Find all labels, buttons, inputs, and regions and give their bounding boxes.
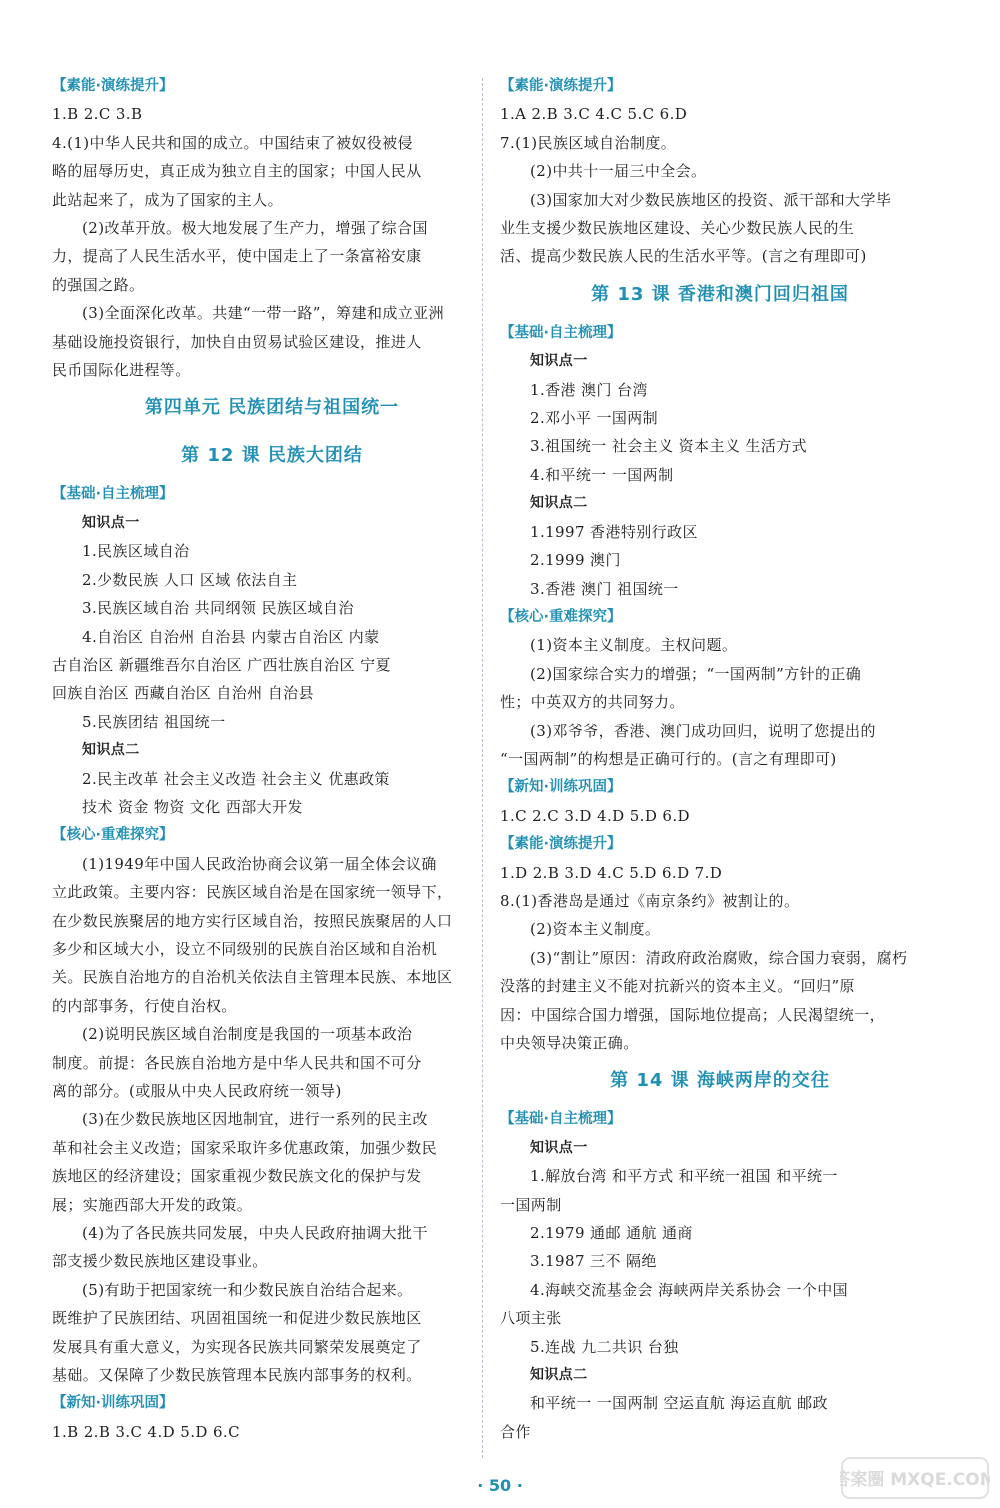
answer-line: 基础设施投资银行，加快自由贸易试验区建设，推进人 — [52, 332, 422, 351]
answer-line: 发展具有重大意义，为实现各民族共同繁荣发展奠定了 — [52, 1337, 422, 1356]
answer-line: 革和社会主义改造；国家采取许多优惠政策，加强少数民 — [52, 1138, 438, 1157]
answer-line: (2)改革开放。极大地发展了生产力，增强了综合国 — [82, 219, 428, 238]
answer-line: (2)资本主义制度。 — [530, 920, 661, 939]
svg-text:答案圈 MXQE.COM: 答案圈 MXQE.COM — [840, 1470, 990, 1490]
knowledge-point-heading: 知识点二 — [530, 1367, 588, 1384]
answer-line: 立此政策。主要内容：民族区域自治是在国家统一领导下， — [52, 883, 453, 902]
knowledge-point-heading: 知识点一 — [82, 514, 140, 531]
answer-line: (4)为了各民族共同发展，中央人民政府抽调大批干 — [82, 1224, 428, 1243]
lesson-title: 第四单元 民族团结与祖国统一 — [144, 397, 400, 419]
knowledge-point-heading: 知识点二 — [82, 742, 140, 759]
answer-line: 没落的封建主义不能对抗新兴的资本主义。“回归”原 — [500, 977, 855, 996]
answer-line: 的内部事务，行使自治权。 — [52, 996, 237, 1015]
answer-line: 民币国际化进程等。 — [52, 361, 191, 380]
watermark — [840, 1456, 990, 1500]
answer-line: 回族自治区 西藏自治区 自治州 自治县 — [52, 684, 314, 703]
answer-line: 技术 资金 物资 文化 西部大开发 — [82, 797, 303, 816]
answer-line: (3)国家加大对少数民族地区的投资、派干部和大学毕 — [530, 190, 892, 209]
section-tag: 【素能·演练提升】 — [500, 78, 622, 94]
answer-line: 4.(1)中华人民共和国的成立。中国结束了被奴役被侵 — [52, 133, 413, 152]
answer-line: 7.(1)民族区域自治制度。 — [500, 133, 677, 152]
answer-line: 4.海峡交流基金会 海峡两岸关系协会 一个中国 — [530, 1280, 849, 1299]
answer-line: 基础。又保障了少数民族管理本民族内部事务的权利。 — [52, 1366, 422, 1385]
left-column — [52, 72, 492, 1446]
section-tag: 【基础·自主梳理】 — [500, 324, 622, 341]
section-tag: 【核心·重难探究】 — [500, 608, 622, 625]
section-tag: 【基础·自主梳理】 — [52, 486, 174, 503]
knowledge-point-heading: 知识点二 — [530, 495, 588, 512]
lesson-title: 第 14 课 海峡两岸的交往 — [610, 1070, 830, 1092]
answer-line: 5.民族团结 祖国统一 — [82, 712, 226, 731]
answer-line: 的强国之路。 — [52, 275, 145, 294]
answer-line: 2.民主改革 社会主义改造 社会主义 优惠政策 — [82, 769, 390, 788]
knowledge-point-heading: 知识点一 — [530, 1139, 588, 1156]
answer-line: 1.B 2.C 3.B — [52, 105, 143, 124]
answer-line: 2.邓小平 一国两制 — [530, 409, 659, 428]
answer-line: 族地区的经济建设；国家重视少数民族文化的保护与发 — [52, 1167, 422, 1186]
answer-line: 1.D 2.B 3.D 4.C 5.D 6.D 7.D — [500, 863, 723, 882]
answer-line: (2)中共十一届三中全会。 — [530, 162, 707, 181]
answer-line: 略的屈辱历史，真正成为独立自主的国家；中国人民从 — [52, 162, 422, 181]
answer-line: 1.香港 澳门 台湾 — [530, 380, 648, 399]
answer-line: (1)1949年中国人民政治协商会议第一届全体会议确 — [82, 854, 437, 873]
answer-line: “一国两制”的构想是正确可行的。(言之有理即可) — [500, 749, 837, 768]
page-number: · 50 · — [477, 1476, 523, 1495]
section-tag: 【素能·演练提升】 — [500, 836, 622, 853]
answer-line: 古自治区 新疆维吾尔自治区 广西壮族自治区 宁夏 — [52, 655, 391, 674]
section-tag: 【新知·训练巩固】 — [52, 1395, 174, 1412]
answer-line: (3)全面深化改革。共建“一带一路”，筹建和成立亚洲 — [82, 304, 444, 323]
answer-line: 关。民族自治地方的自治机关依法自主管理本民族、本地区 — [52, 968, 453, 987]
answer-line: 1.1997 香港特别行政区 — [530, 522, 698, 541]
section-tag: 【素能·演练提升】 — [52, 78, 174, 94]
answer-line: 4.自治区 自治州 自治县 内蒙古自治区 内蒙 — [82, 627, 380, 646]
answer-line: 1.A 2.B 3.C 4.C 5.C 6.D — [500, 105, 688, 124]
answer-line: 展；实施西部大开发的政策。 — [52, 1195, 253, 1214]
lesson-title: 第 13 课 香港和澳门回归祖国 — [591, 283, 849, 305]
answer-line: 部支援少数民族地区建设事业。 — [52, 1252, 268, 1271]
answer-line: 性；中英双方的共同努力。 — [500, 693, 685, 712]
answer-line: 此站起来了，成为了国家的主人。 — [52, 190, 284, 209]
answer-line: 力，提高了人民生活水平，使中国走上了一条富裕安康 — [52, 247, 422, 266]
answer-line: (3)“割让”原因：清政府政治腐败，综合国力衰弱，腐朽 — [530, 948, 908, 967]
answer-line: (1)资本主义制度。主权问题。 — [530, 636, 738, 655]
answer-line: 2.少数民族 人口 区域 依法自主 — [82, 570, 298, 589]
answer-line: 活、提高少数民族人民的生活水平等。(言之有理即可) — [500, 247, 867, 266]
answer-line: 制度。前提：各民族自治地方是中华人民共和国不可分 — [52, 1053, 422, 1072]
answer-line: 1.民族区域自治 — [82, 542, 190, 561]
right-column — [500, 72, 940, 1446]
section-tag: 【新知·训练巩固】 — [500, 779, 622, 796]
section-tag: 【基础·自主梳理】 — [500, 1111, 622, 1128]
answer-line: 2.1979 通邮 通航 通商 — [530, 1224, 693, 1243]
answer-line: 业生支援少数民族地区建设、关心少数民族人民的生 — [500, 219, 855, 238]
section-tag: 【核心·重难探究】 — [52, 827, 174, 844]
answer-line: 中央领导决策正确。 — [500, 1034, 639, 1052]
answer-line: (2)说明民族区域自治制度是我国的一项基本政治 — [82, 1025, 413, 1044]
answer-line: (2)国家综合实力的增强；“一国两制”方针的正确 — [530, 664, 862, 683]
answer-line: 3.香港 澳门 祖国统一 — [530, 579, 679, 598]
answer-line: 8.(1)香港岛是通过《南京条约》被割让的。 — [500, 891, 800, 910]
answer-line: 1.B 2.B 3.C 4.D 5.D 6.C — [52, 1422, 240, 1441]
answer-line: 3.1987 三不 隔绝 — [530, 1252, 657, 1271]
answer-line: 3.民族区域自治 共同纲领 民族区域自治 — [82, 599, 354, 618]
answer-line: 因：中国综合国力增强，国际地位提高；人民渴望统一， — [500, 1005, 886, 1024]
answer-line: 1.解放台湾 和平方式 和平统一祖国 和平统一 — [530, 1167, 838, 1186]
answer-line: 一国两制 — [500, 1195, 562, 1214]
answer-line: 八项主张 — [500, 1309, 562, 1328]
answer-line: 1.C 2.C 3.D 4.D 5.D 6.D — [500, 806, 690, 825]
watermark-logo — [840, 1456, 990, 1500]
answer-line: 离的部分。(或服从中央人民政府统一领导) — [52, 1082, 342, 1100]
answer-line: 5.连战 九二共识 台独 — [530, 1337, 679, 1356]
answer-line: 和平统一 一国两制 空运直航 海运直航 邮政 — [530, 1394, 828, 1413]
answer-line: 多少和区域大小，设立不同级别的民族自治区域和自治机 — [52, 939, 438, 958]
answer-line: 3.祖国统一 社会主义 资本主义 生活方式 — [530, 437, 808, 456]
answer-line: 2.1999 澳门 — [530, 551, 621, 570]
answer-line: 4.和平统一 一国两制 — [530, 465, 674, 484]
answer-line: (5)有助于把国家统一和少数民族自治结合起来。 — [82, 1280, 413, 1299]
knowledge-point-heading: 知识点一 — [530, 353, 588, 370]
answer-line: (3)在少数民族地区因地制宜，进行一系列的民主改 — [82, 1110, 428, 1129]
answer-line: 在少数民族聚居的地方实行区域自治，按照民族聚居的人口 — [52, 911, 453, 930]
answer-line: 合作 — [500, 1422, 531, 1441]
lesson-title: 第 12 课 民族大团结 — [181, 445, 363, 467]
answer-line: (3)邓爷爷，香港、澳门成功回归，说明了您提出的 — [530, 721, 876, 740]
answer-line: 既维护了民族团结、巩固祖国统一和促进少数民族地区 — [52, 1309, 422, 1328]
